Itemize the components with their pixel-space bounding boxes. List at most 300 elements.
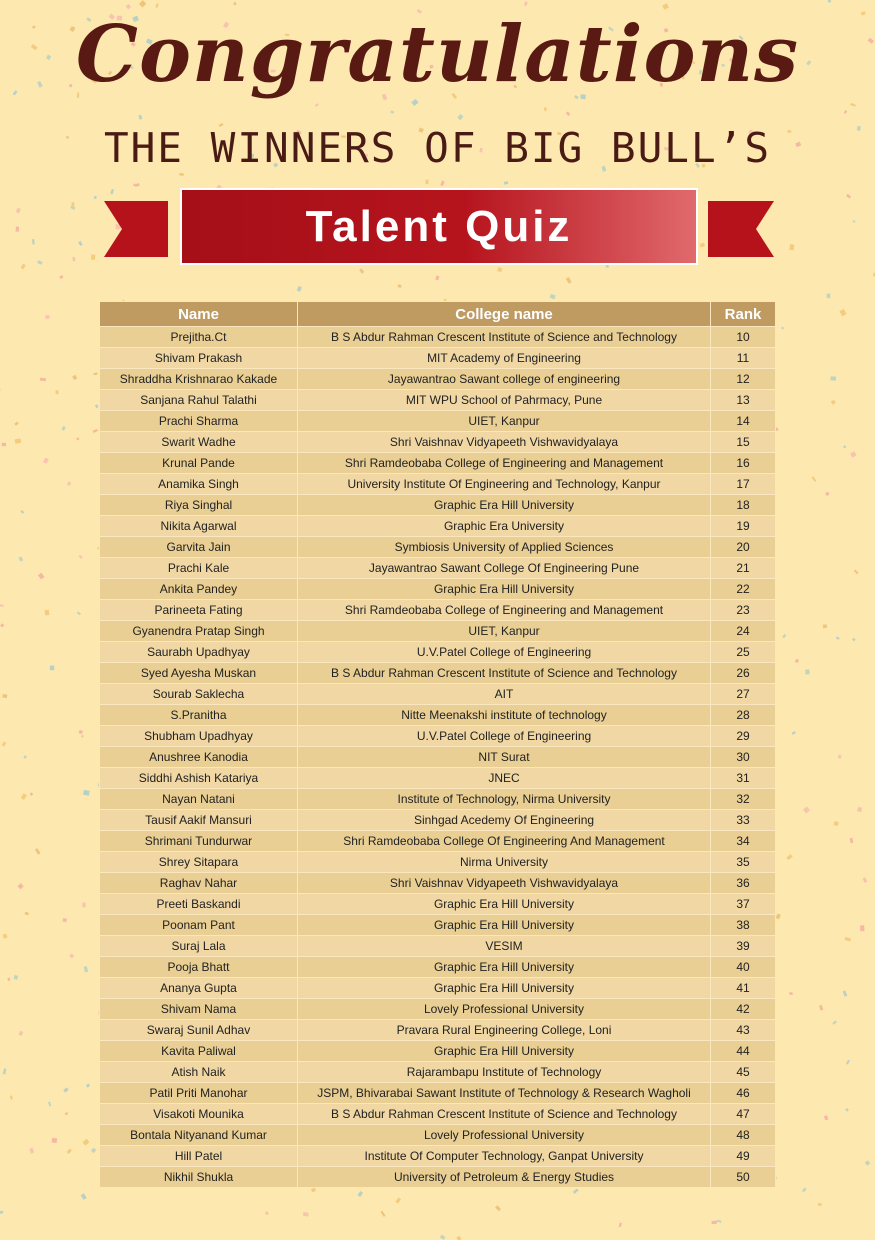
confetti-piece [795, 659, 799, 663]
confetti-piece [45, 315, 50, 319]
cell-college: B S Abdur Rahman Crescent Institute of Science and Technology [298, 663, 711, 684]
cell-college: B S Abdur Rahman Crescent Institute of Science and Technology [298, 1104, 711, 1125]
confetti-piece [839, 309, 846, 316]
confetti-piece [833, 821, 838, 826]
table-row [100, 789, 776, 810]
cell-college: AIT [298, 684, 711, 705]
confetti-piece [836, 636, 840, 639]
cell-rank: 35 [711, 852, 776, 873]
confetti-piece [852, 638, 856, 642]
confetti-piece [3, 934, 8, 939]
confetti-piece [35, 848, 41, 855]
confetti-piece [2, 694, 7, 698]
confetti-piece [803, 807, 810, 814]
cell-college: Lovely Professional University [298, 1125, 711, 1146]
cell-name: Suraj Lala [100, 936, 298, 957]
cell-name: Swarit Wadhe [100, 432, 298, 453]
confetti-piece [38, 573, 45, 580]
confetti-piece [504, 181, 509, 185]
cell-name: S.Pranitha [100, 705, 298, 726]
confetti-piece [62, 426, 66, 431]
confetti-piece [802, 1188, 807, 1193]
ribbon-tail-left [104, 198, 168, 260]
cell-college: Graphic Era Hill University [298, 978, 711, 999]
confetti-piece [825, 492, 829, 496]
confetti-piece [854, 570, 859, 575]
cell-college: Graphic Era Hill University [298, 579, 711, 600]
cell-name: Saurabh Upadhyay [100, 642, 298, 663]
confetti-piece [457, 114, 463, 120]
confetti-piece [76, 437, 79, 440]
confetti-piece [853, 220, 856, 222]
confetti-piece [16, 227, 20, 232]
table-row [100, 600, 776, 621]
confetti-piece [3, 1068, 7, 1074]
confetti-piece [18, 883, 24, 889]
confetti-piece [863, 877, 868, 883]
table-row [100, 915, 776, 936]
table-row [100, 411, 776, 432]
cell-name: Siddhi Ashish Katariya [100, 768, 298, 789]
cell-name: Shivam Prakash [100, 348, 298, 369]
cell-name: Ananya Gupta [100, 978, 298, 999]
confetti-piece [550, 294, 556, 299]
banner-text: Talent Quiz [305, 201, 573, 251]
confetti-piece [19, 556, 24, 561]
table-row [100, 621, 776, 642]
cell-rank: 15 [711, 432, 776, 453]
confetti-piece [43, 458, 49, 464]
table-row [100, 936, 776, 957]
cell-college: UIET, Kanpur [298, 621, 711, 642]
confetti-piece [265, 1211, 269, 1215]
confetti-piece [843, 445, 846, 448]
cell-college: UIET, Kanpur [298, 411, 711, 432]
cell-college: Graphic Era Hill University [298, 1041, 711, 1062]
confetti-piece [20, 510, 24, 514]
cell-name: Swaraj Sunil Adhav [100, 1020, 298, 1041]
cell-rank: 34 [711, 831, 776, 852]
confetti-piece [94, 196, 97, 199]
table-row [100, 999, 776, 1020]
confetti-piece [857, 807, 862, 812]
confetti-piece [48, 1101, 52, 1106]
confetti-piece [0, 604, 4, 607]
confetti-piece [566, 111, 570, 116]
confetti-piece [850, 838, 854, 844]
cell-rank: 40 [711, 957, 776, 978]
confetti-piece [440, 1235, 445, 1240]
cell-rank: 49 [711, 1146, 776, 1167]
confetti-piece [297, 286, 302, 292]
confetti-piece [233, 2, 236, 5]
cell-rank: 11 [711, 348, 776, 369]
cell-college: Institute of Technology, Nirma University [298, 789, 711, 810]
cell-college: Lovely Professional University [298, 999, 711, 1020]
confetti-piece [395, 1197, 401, 1203]
confetti-piece [0, 1211, 3, 1214]
confetti-piece [91, 1148, 96, 1153]
cell-college: JSPM, Bhivarabai Sawant Institute of Technology & Research Wagholi [298, 1083, 711, 1104]
cell-rank: 38 [711, 915, 776, 936]
confetti-piece [30, 792, 34, 796]
cell-rank: 25 [711, 642, 776, 663]
cell-name: Anushree Kanodia [100, 747, 298, 768]
cell-college: Nirma University [298, 852, 711, 873]
table-row [100, 1020, 776, 1041]
table-row [100, 810, 776, 831]
table-header-row [100, 302, 776, 327]
cell-rank: 13 [711, 390, 776, 411]
confetti-piece [315, 103, 319, 107]
confetti-piece [45, 610, 50, 616]
table-row [100, 1083, 776, 1104]
cell-name: Sourab Saklecha [100, 684, 298, 705]
confetti-piece [72, 375, 77, 380]
cell-college: Symbiosis University of Applied Sciences [298, 537, 711, 558]
confetti-piece [846, 1060, 850, 1065]
cell-name: Hill Patel [100, 1146, 298, 1167]
winners-table [99, 301, 776, 1188]
cell-name: Parineeta Fating [100, 600, 298, 621]
table-row [100, 327, 776, 348]
confetti-piece [398, 284, 402, 288]
confetti-piece [860, 925, 864, 931]
confetti-piece [823, 624, 827, 628]
cell-name: Prachi Kale [100, 558, 298, 579]
confetti-piece [78, 241, 83, 246]
confetti-piece [789, 244, 794, 250]
confetti-piece [544, 107, 547, 111]
cell-college: Graphic Era Hill University [298, 957, 711, 978]
confetti-piece [573, 1189, 579, 1194]
confetti-piece [700, 243, 705, 248]
table-row [100, 1167, 776, 1188]
confetti-piece [93, 429, 98, 433]
cell-college: Rajarambapu Institute of Technology [298, 1062, 711, 1083]
confetti-piece [359, 268, 364, 273]
confetti-piece [83, 790, 90, 796]
table-body [100, 327, 776, 1188]
cell-college: MIT WPU School of Pahrmacy, Pune [298, 390, 711, 411]
table-row [100, 537, 776, 558]
confetti-piece [524, 1, 528, 6]
confetti-piece [56, 390, 59, 394]
table-row [100, 369, 776, 390]
confetti-piece [850, 451, 857, 457]
cell-college: University Institute Of Engineering and Technology, Kanpur [298, 474, 711, 495]
cell-college: Graphic Era Hill University [298, 915, 711, 936]
table-row [100, 558, 776, 579]
confetti-piece [303, 1212, 309, 1217]
confetti-piece [72, 257, 75, 261]
cell-name: Shivam Nama [100, 999, 298, 1020]
cell-rank: 22 [711, 579, 776, 600]
confetti-piece [495, 1205, 501, 1211]
confetti-piece [716, 1220, 721, 1223]
cell-college: U.V.Patel College of Engineering [298, 726, 711, 747]
confetti-piece [8, 978, 10, 981]
cell-name: Pooja Bhatt [100, 957, 298, 978]
confetti-piece [830, 376, 836, 380]
cell-college: Sinhgad Acedemy Of Engineering [298, 810, 711, 831]
confetti-piece [426, 180, 429, 185]
confetti-piece [827, 294, 831, 299]
confetti-piece [81, 735, 84, 738]
confetti-piece [14, 975, 19, 980]
cell-name: Nayan Natani [100, 789, 298, 810]
confetti-piece [29, 1148, 34, 1154]
table-row [100, 1125, 776, 1146]
table-row [100, 432, 776, 453]
cell-name: Prejitha.Ct [100, 327, 298, 348]
cell-name: Garvita Jain [100, 537, 298, 558]
confetti-piece [70, 205, 75, 210]
cell-name: Nikita Agarwal [100, 516, 298, 537]
confetti-piece [781, 326, 784, 329]
table-row [100, 726, 776, 747]
cell-rank: 26 [711, 663, 776, 684]
cell-rank: 36 [711, 873, 776, 894]
cell-rank: 47 [711, 1104, 776, 1125]
confetti-piece [828, 0, 831, 2]
confetti-piece [789, 992, 793, 995]
cell-college: University of Petroleum & Energy Studies [298, 1167, 711, 1188]
cell-rank: 24 [711, 621, 776, 642]
cell-name: Visakoti Mounika [100, 1104, 298, 1125]
cell-name: Shraddha Krishnarao Kakade [100, 369, 298, 390]
confetti-piece [844, 110, 847, 114]
cell-name: Bontala Nityanand Kumar [100, 1125, 298, 1146]
table-row [100, 495, 776, 516]
winners-subtitle: THE WINNERS OF BIG BULL’S [103, 124, 772, 172]
table-row [100, 873, 776, 894]
cell-college: Pravara Rural Engineering College, Loni [298, 1020, 711, 1041]
confetti-piece [81, 1193, 87, 1200]
confetti-piece [63, 1087, 68, 1092]
confetti-piece [0, 387, 1, 391]
cell-rank: 20 [711, 537, 776, 558]
cell-name: Ankita Pandey [100, 579, 298, 600]
cell-rank: 10 [711, 327, 776, 348]
confetti-piece [782, 634, 786, 638]
cell-name: Tausif Aakif Mansuri [100, 810, 298, 831]
cell-college: Jayawantrao Sawant college of engineering [298, 369, 711, 390]
table-row [100, 852, 776, 873]
confetti-piece [67, 1149, 72, 1155]
confetti-piece [805, 669, 810, 674]
cell-name: Shrey Sitapara [100, 852, 298, 873]
table-row [100, 705, 776, 726]
confetti-piece [381, 1211, 386, 1217]
cell-name: Nikhil Shukla [100, 1167, 298, 1188]
cell-college: B S Abdur Rahman Crescent Institute of Science and Technology [298, 327, 711, 348]
confetti-piece [844, 937, 851, 942]
table-row [100, 957, 776, 978]
cell-rank: 41 [711, 978, 776, 999]
confetti-piece [435, 275, 439, 280]
confetti-piece [52, 1138, 58, 1143]
table-row [100, 663, 776, 684]
confetti-piece [21, 793, 27, 800]
confetti-piece [845, 1108, 849, 1112]
cell-rank: 21 [711, 558, 776, 579]
confetti-piece [10, 1095, 13, 1099]
table-row [100, 768, 776, 789]
confetti-piece [2, 443, 6, 446]
confetti-piece [23, 755, 26, 759]
cell-name: Gyanendra Pratap Singh [100, 621, 298, 642]
confetti-piece [843, 990, 848, 996]
confetti-piece [86, 1084, 90, 1088]
table-row [100, 747, 776, 768]
cell-college: VESIM [298, 936, 711, 957]
cell-college: Jayawantrao Sawant College Of Engineering Pune [298, 558, 711, 579]
cell-rank: 23 [711, 600, 776, 621]
cell-rank: 39 [711, 936, 776, 957]
confetti-piece [93, 372, 97, 375]
cell-name: Atish Naik [100, 1062, 298, 1083]
table-row [100, 642, 776, 663]
confetti-piece [812, 476, 817, 482]
cell-name: Raghav Nahar [100, 873, 298, 894]
confetti-piece [2, 742, 6, 747]
confetti-piece [91, 255, 95, 260]
confetti-piece [110, 189, 114, 195]
confetti-piece [786, 854, 792, 860]
cell-rank: 42 [711, 999, 776, 1020]
confetti-piece [21, 264, 26, 270]
cell-college: JNEC [298, 768, 711, 789]
table-row [100, 978, 776, 999]
cell-rank: 12 [711, 369, 776, 390]
confetti-piece [15, 438, 22, 443]
cell-rank: 45 [711, 1062, 776, 1083]
confetti-piece [712, 1221, 717, 1224]
confetti-piece [566, 277, 572, 284]
cell-name: Prachi Sharma [100, 411, 298, 432]
cell-name: Shrimani Tundurwar [100, 831, 298, 852]
cell-college: Graphic Era Hill University [298, 495, 711, 516]
cell-name: Preeti Baskandi [100, 894, 298, 915]
cell-name: Shubham Upadhyay [100, 726, 298, 747]
confetti-piece [25, 912, 29, 916]
cell-rank: 18 [711, 495, 776, 516]
table-row [100, 1104, 776, 1125]
confetti-piece [79, 730, 83, 734]
congratulations-title: Congratulations [75, 9, 800, 100]
cell-rank: 31 [711, 768, 776, 789]
confetti-piece [831, 400, 836, 405]
table-row [100, 453, 776, 474]
cell-name: Kavita Paliwal [100, 1041, 298, 1062]
cell-rank: 29 [711, 726, 776, 747]
confetti-piece [50, 666, 54, 671]
cell-college: Shri Ramdeobaba College of Engineering and Management [298, 453, 711, 474]
table-row [100, 390, 776, 411]
cell-name: Poonam Pant [100, 915, 298, 936]
confetti-piece [850, 103, 856, 107]
column-header-college: College name [298, 302, 711, 327]
cell-rank: 30 [711, 747, 776, 768]
confetti-piece [19, 1031, 24, 1036]
confetti-piece [456, 1236, 461, 1240]
confetti-piece [497, 267, 502, 272]
talent-quiz-banner [180, 188, 698, 265]
cell-college: Shri Vaishnav Vidyapeeth Vishwavidyalaya [298, 873, 711, 894]
table-row [100, 348, 776, 369]
cell-name: Sanjana Rahul Talathi [100, 390, 298, 411]
table-row [100, 1041, 776, 1062]
cell-name: Krunal Pande [100, 453, 298, 474]
table-row [100, 894, 776, 915]
confetti-piece [16, 208, 21, 214]
confetti-piece [390, 110, 394, 113]
cell-rank: 14 [711, 411, 776, 432]
confetti-piece [179, 173, 184, 176]
confetti-piece [32, 239, 35, 244]
cell-college: MIT Academy of Engineering [298, 348, 711, 369]
table-row [100, 684, 776, 705]
cell-rank: 50 [711, 1167, 776, 1188]
confetti-piece [67, 481, 71, 486]
cell-rank: 33 [711, 810, 776, 831]
confetti-piece [357, 1191, 363, 1197]
cell-rank: 43 [711, 1020, 776, 1041]
cell-name: Anamika Singh [100, 474, 298, 495]
cell-college: Shri Ramdeobaba College of Engineering and Management [298, 600, 711, 621]
table-row [100, 1146, 776, 1167]
cell-college: Graphic Era University [298, 516, 711, 537]
cell-college: Nitte Meenakshi institute of technology [298, 705, 711, 726]
cell-rank: 17 [711, 474, 776, 495]
table-row [100, 1062, 776, 1083]
confetti-piece [37, 260, 42, 265]
cell-college: U.V.Patel College of Engineering [298, 642, 711, 663]
confetti-piece [865, 1160, 870, 1165]
cell-rank: 19 [711, 516, 776, 537]
confetti-piece [440, 181, 444, 187]
confetti-piece [838, 755, 842, 759]
cell-rank: 32 [711, 789, 776, 810]
confetti-piece [824, 1115, 828, 1120]
confetti-piece [77, 611, 81, 615]
cell-college: Institute Of Computer Technology, Ganpat University [298, 1146, 711, 1167]
cell-name: Riya Singhal [100, 495, 298, 516]
confetti-piece [138, 115, 142, 120]
confetti-piece [832, 1020, 837, 1025]
cell-rank: 46 [711, 1083, 776, 1104]
cell-rank: 16 [711, 453, 776, 474]
cell-rank: 44 [711, 1041, 776, 1062]
confetti-piece [139, 0, 146, 7]
confetti-piece [84, 966, 89, 972]
column-header-rank: Rank [711, 302, 776, 327]
table-row [100, 831, 776, 852]
confetti-piece [619, 1222, 622, 1227]
table-row [100, 579, 776, 600]
confetti-piece [14, 422, 18, 426]
confetti-piece [0, 623, 4, 627]
confetti-piece [59, 275, 63, 279]
cell-rank: 37 [711, 894, 776, 915]
confetti-piece [65, 1112, 69, 1115]
cell-rank: 27 [711, 684, 776, 705]
cell-name: Syed Ayesha Muskan [100, 663, 298, 684]
confetti-piece [79, 555, 83, 559]
confetti-piece [818, 1203, 822, 1206]
table-row [100, 516, 776, 537]
